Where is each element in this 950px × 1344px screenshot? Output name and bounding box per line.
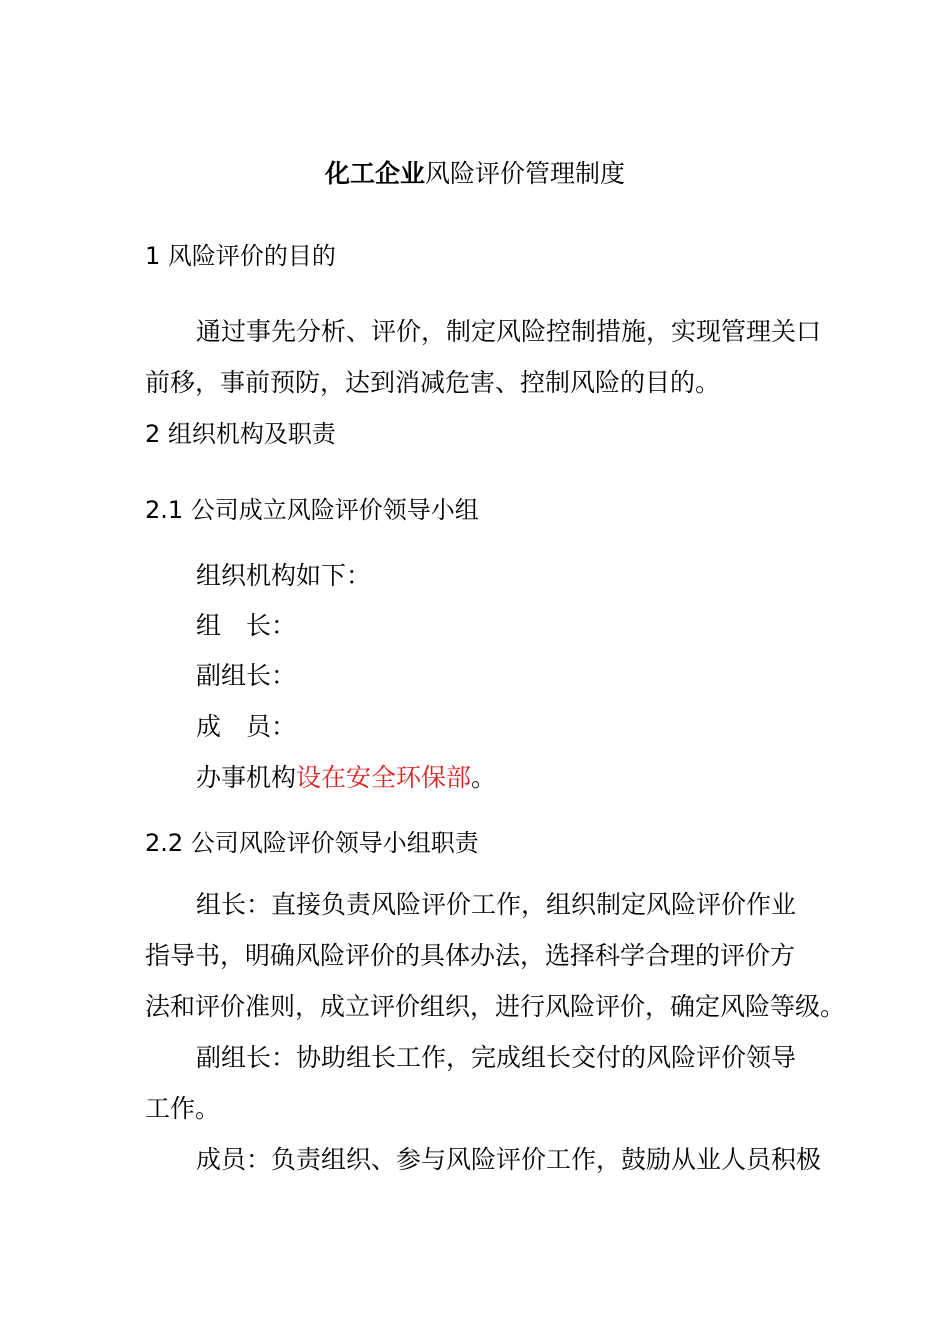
org-member-label: 成 员： xyxy=(196,712,297,741)
section1-paragraph-line2: 前移，事前预防，达到消减危害、控制风险的目的。 xyxy=(145,368,721,397)
office-highlight: 设在安全环保部 xyxy=(296,763,472,792)
office-prefix: 办事机构 xyxy=(196,763,297,792)
deputy-duty-line1: 副组长：协助组长工作，完成组长交付的风险评价领导 xyxy=(196,1043,797,1072)
leader-duty-line3: 法和评价准则，成立评价组织，进行风险评价，确定风险等级。 xyxy=(145,992,846,1021)
section1-heading: 1 风险评价的目的 xyxy=(145,242,336,270)
section2-2-heading: 2.2 公司风险评价领导小组职责 xyxy=(145,829,479,857)
org-leader-label: 组 长： xyxy=(196,611,297,640)
org-intro: 组织机构如下： xyxy=(196,561,372,590)
section2-heading: 2 组织机构及职责 xyxy=(145,420,336,448)
section1-paragraph-line1: 通过事先分析、评价，制定风险控制措施，实现管理关口 xyxy=(196,317,822,346)
title-regular-part: 风险评价管理制度 xyxy=(425,159,626,188)
leader-duty-line1: 组长：直接负责风险评价工作，组织制定风险评价作业 xyxy=(196,890,797,919)
leader-duty-line2: 指导书，明确风险评价的具体办法，选择科学合理的评价方 xyxy=(145,941,796,970)
member-duty-line1: 成员：负责组织、参与风险评价工作，鼓励从业人员积极 xyxy=(196,1145,822,1174)
title-bold-part: 化工企业 xyxy=(324,159,425,188)
office-line xyxy=(196,762,496,794)
section2-1-heading: 2.1 公司成立风险评价领导小组 xyxy=(145,496,479,524)
org-deputy-label: 副组长： xyxy=(196,661,297,690)
office-suffix: 。 xyxy=(471,763,497,792)
deputy-duty-line2: 工作。 xyxy=(145,1094,221,1123)
document-title xyxy=(0,158,950,190)
